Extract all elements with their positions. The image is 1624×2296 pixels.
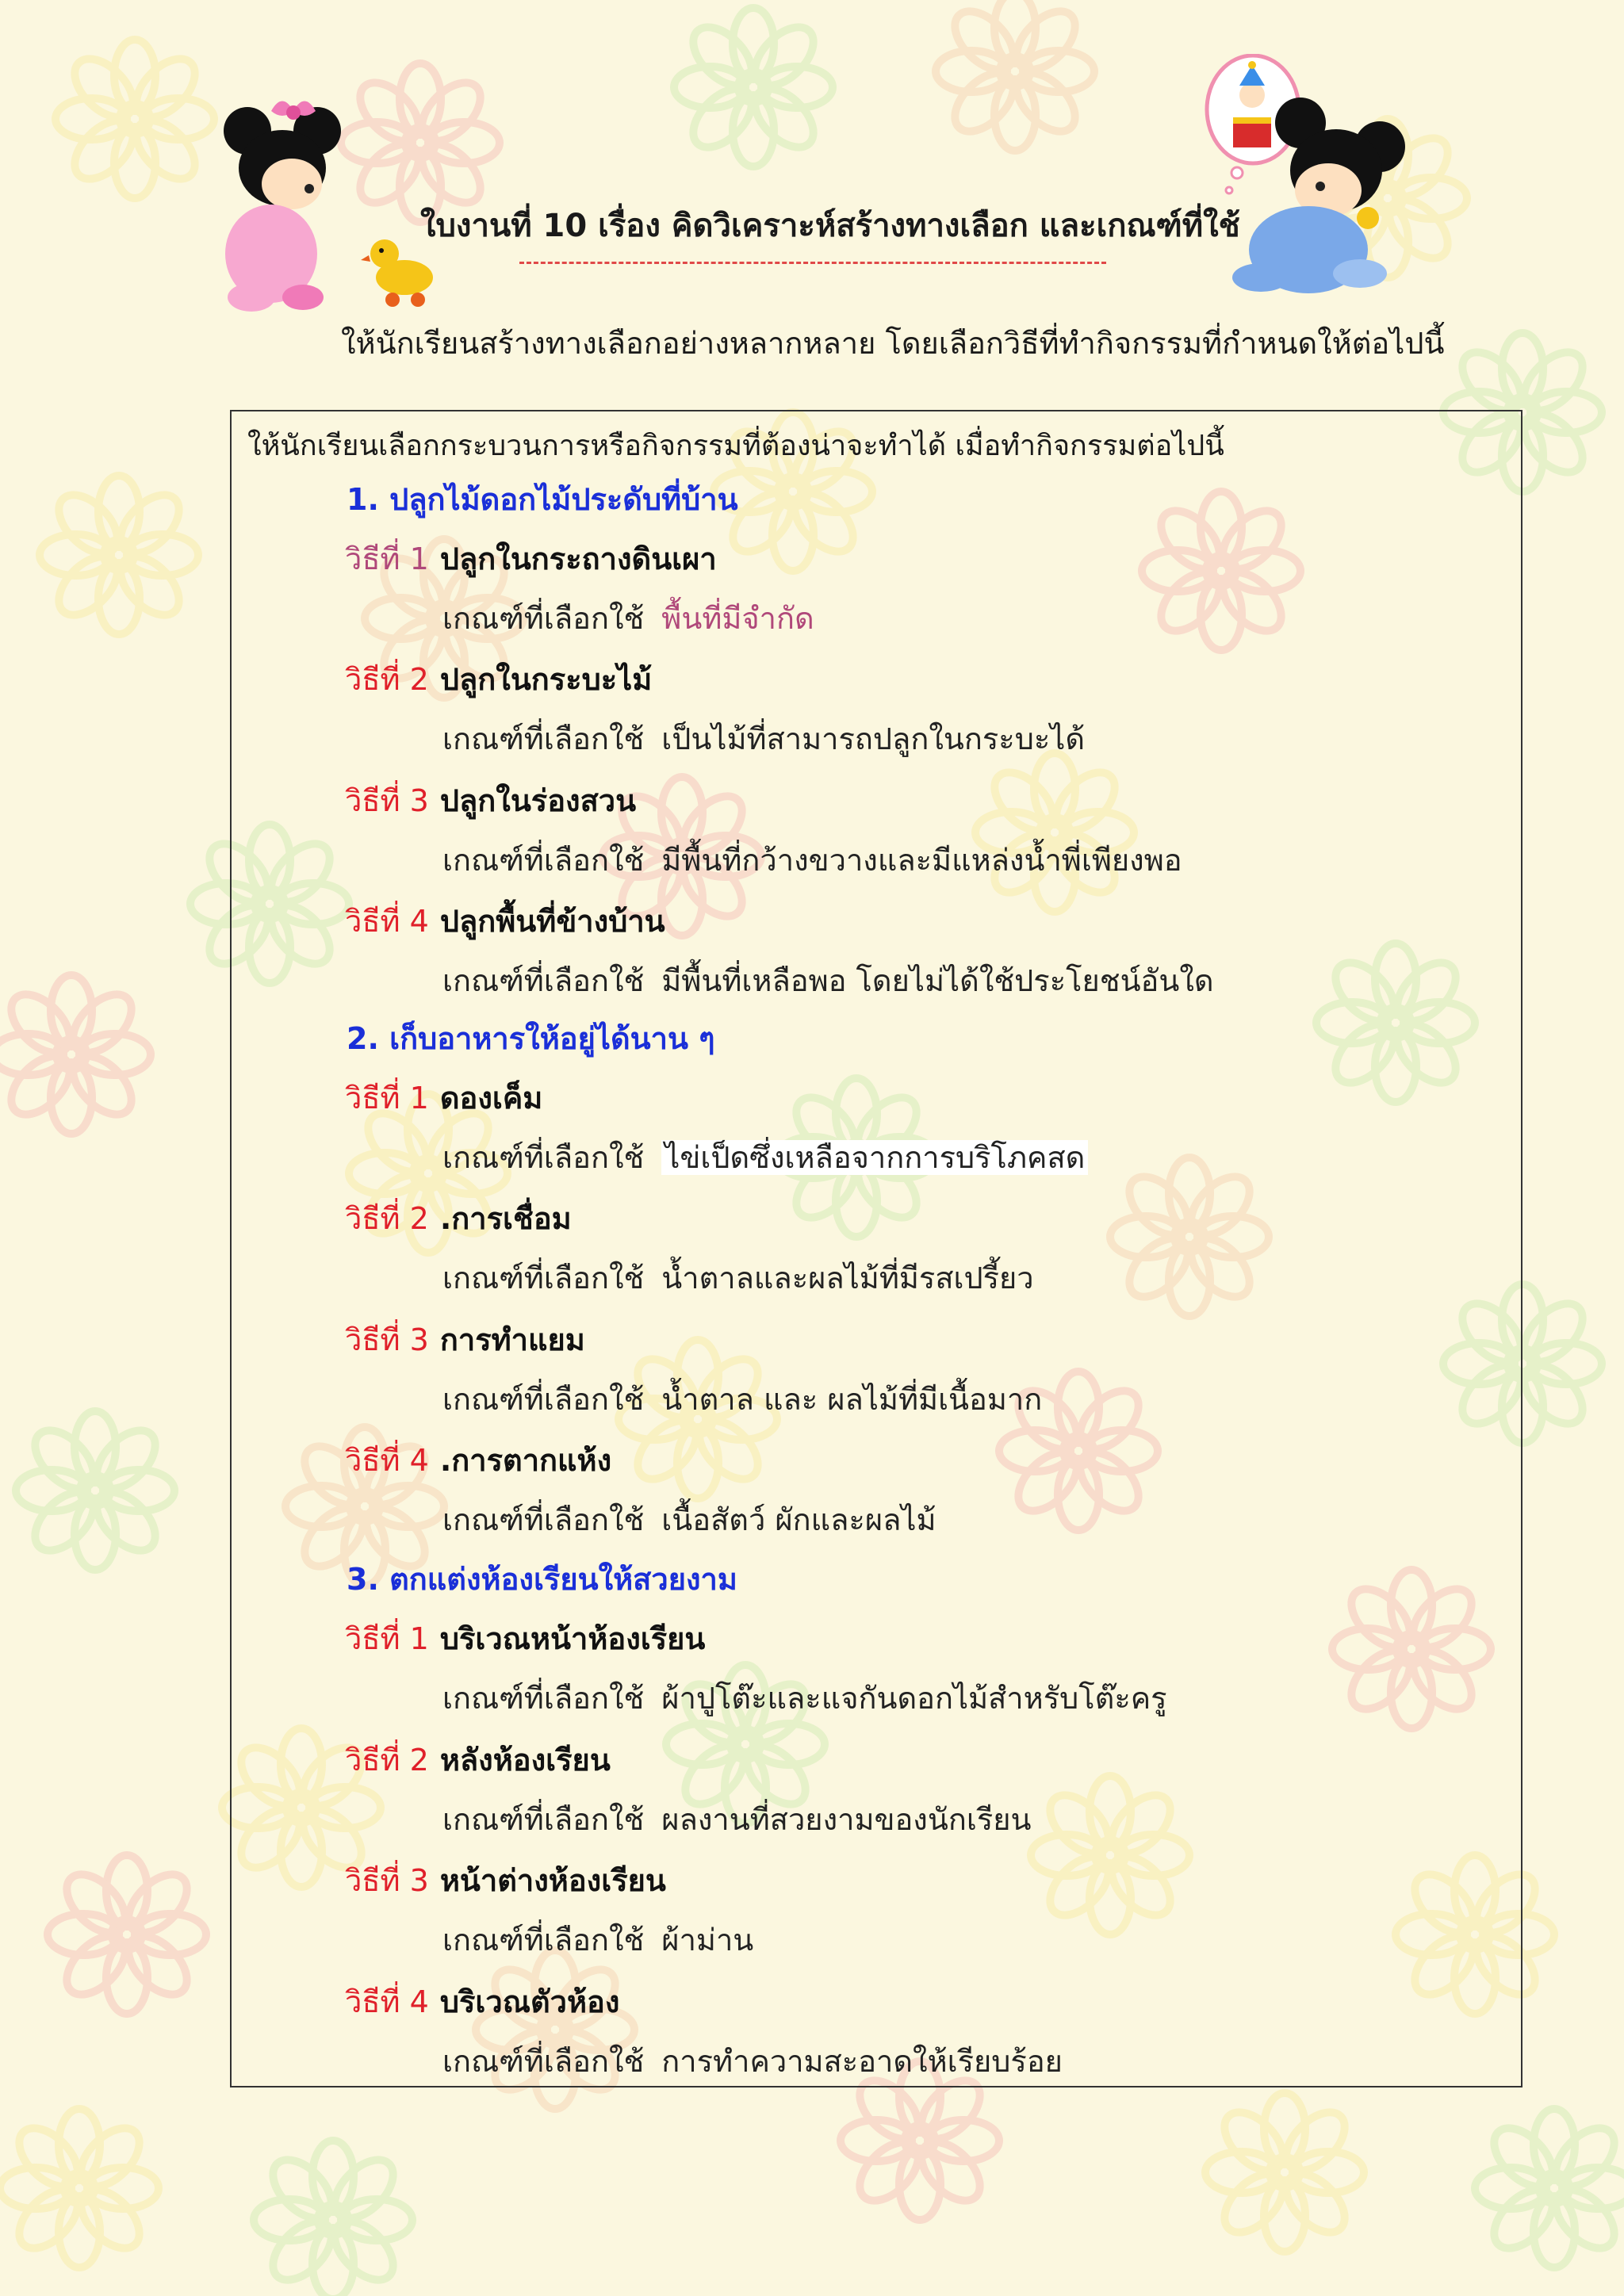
criteria-row	[442, 1253, 1034, 1302]
criteria-row	[442, 1674, 1167, 1722]
title-divider	[519, 262, 1106, 264]
method-label: วิธีที่ 4	[345, 904, 429, 939]
method-row	[345, 1977, 619, 2026]
method-row	[345, 655, 652, 703]
criteria-value: ไข่เป็ดซึ่งเหลือจากการบริโภคสด	[661, 1140, 1088, 1175]
criteria-value: เนื้อสัตว์ ผักและผลไม้	[661, 1502, 936, 1537]
criteria-label: เกณฑ์ที่เลือกใช้	[442, 843, 645, 878]
method-row	[345, 534, 717, 583]
criteria-row	[442, 1495, 936, 1544]
method-label: วิธีที่ 1	[345, 1081, 429, 1115]
criteria-label: เกณฑ์ที่เลือกใช้	[442, 1382, 645, 1417]
criteria-label: เกณฑ์ที่เลือกใช้	[442, 1261, 645, 1295]
criteria-row	[442, 594, 814, 642]
criteria-label: เกณฑ์ที่เลือกใช้	[442, 2044, 645, 2079]
criteria-value: พื้นที่มีจำกัด	[661, 601, 814, 636]
criteria-value: ผลงานที่สวยงามของนักเรียน	[661, 1802, 1032, 1837]
criteria-label: เกณฑ์ที่เลือกใช้	[442, 963, 645, 998]
criteria-label: เกณฑ์ที่เลือกใช้	[442, 1923, 645, 1957]
method-row	[345, 1073, 542, 1122]
criteria-row	[442, 1133, 1088, 1181]
criteria-row	[442, 956, 1214, 1004]
method-row	[345, 1315, 585, 1364]
criteria-row	[442, 714, 1085, 763]
criteria-row	[442, 836, 1182, 884]
method-row	[345, 1856, 666, 1904]
method-row	[345, 1436, 611, 1484]
box-intro: ให้นักเรียนเลือกกระบวนการหรือกิจกรรมที่ต้องน่าจะทำได้ เมื่อทำกิจกรรมต่อไปนี้	[247, 430, 1224, 462]
method-name: หน้าต่างห้องเรียน	[439, 1863, 666, 1898]
criteria-row	[442, 1915, 753, 1964]
criteria-label: เกณฑ์ที่เลือกใช้	[442, 1681, 645, 1716]
method-row	[345, 1735, 611, 1784]
method-name: การทำแยม	[439, 1322, 585, 1357]
criteria-label: เกณฑ์ที่เลือกใช้	[442, 1140, 645, 1175]
worksheet-title: ใบงานที่ 10 เรื่อง คิดวิเคราะห์สร้างทางเลือก และเกณฑ์ที่ใช้	[420, 208, 1240, 244]
baby-minnie-icon	[216, 95, 350, 317]
method-name: บริเวณหน้าห้องเรียน	[439, 1621, 706, 1656]
criteria-label: เกณฑ์ที่เลือกใช้	[442, 601, 645, 636]
method-name: ดองเค็ม	[439, 1081, 543, 1115]
section-title: 2. เก็บอาหารให้อยู่ได้นาน ๆ	[347, 1021, 715, 1056]
criteria-value: น้ำตาล และ ผลไม้ที่มีเนื้อมาก	[661, 1382, 1043, 1417]
method-label: วิธีที่ 3	[345, 1863, 429, 1898]
method-row	[345, 1194, 572, 1242]
method-name: บริเวณตัวห้อง	[439, 1984, 620, 2019]
criteria-value: มีพื้นที่เหลือพอ โดยไม่ได้ใช้ประโยชน์อันใด	[661, 963, 1214, 998]
method-name: ปลูกในกระบะไม้	[439, 662, 653, 697]
method-label: วิธีที่ 2	[345, 662, 429, 697]
activity-box	[230, 410, 1522, 2087]
criteria-label: เกณฑ์ที่เลือกใช้	[442, 1502, 645, 1537]
method-name: หลังห้องเรียน	[439, 1743, 611, 1777]
worksheet-instruction: ให้นักเรียนสร้างทางเลือกอย่างหลากหลาย โดยเลือกวิธีที่ทำกิจกรรมที่กำหนดให้ต่อไปนี้	[341, 326, 1445, 361]
method-name: .การเชื่อม	[439, 1201, 572, 1236]
criteria-row	[442, 1375, 1042, 1423]
method-label: วิธีที่ 4	[345, 1984, 429, 2019]
method-label: วิธีที่ 2	[345, 1743, 429, 1777]
criteria-value: การทำความสะอาดให้เรียบร้อย	[661, 2044, 1063, 2079]
criteria-value: มีพื้นที่กว้างขวางและมีแหล่งน้ำพี่เพียงพอ	[661, 843, 1182, 878]
criteria-value: ผ้าปูโต๊ะและแจกันดอกไม้สำหรับโต๊ะครู	[661, 1681, 1167, 1716]
section-title: 1. ปลูกไม้ดอกไม้ประดับที่บ้าน	[347, 482, 738, 517]
method-row	[345, 776, 636, 825]
method-row	[345, 897, 665, 945]
criteria-row	[442, 2037, 1063, 2085]
section-title: 3. ตกแต่งห้องเรียนให้สวยงาม	[347, 1562, 737, 1597]
method-label: วิธีที่ 3	[345, 783, 429, 818]
method-label: วิธีที่ 3	[345, 1322, 429, 1357]
criteria-row	[442, 1795, 1031, 1843]
method-label: วิธีที่ 1	[345, 541, 429, 576]
method-name: ปลูกในร่องสวน	[439, 783, 637, 818]
criteria-value: ผ้าม่าน	[661, 1923, 754, 1957]
method-name: .การตากแห้ง	[439, 1443, 612, 1478]
baby-mickey-icon	[1225, 91, 1408, 297]
method-row	[345, 1614, 705, 1663]
criteria-value: เป็นไม้ที่สามารถปลูกในกระบะได้	[661, 721, 1086, 756]
method-label: วิธีที่ 2	[345, 1201, 429, 1236]
criteria-label: เกณฑ์ที่เลือกใช้	[442, 721, 645, 756]
criteria-value: น้ำตาลและผลไม้ที่มีรสเปรี้ยว	[661, 1261, 1034, 1295]
method-label: วิธีที่ 4	[345, 1443, 429, 1478]
method-label: วิธีที่ 1	[345, 1621, 429, 1656]
method-name: ปลูกพื้นที่ข้างบ้าน	[439, 904, 665, 939]
criteria-label: เกณฑ์ที่เลือกใช้	[442, 1802, 645, 1837]
method-name: ปลูกในกระถางดินเผา	[439, 541, 717, 576]
